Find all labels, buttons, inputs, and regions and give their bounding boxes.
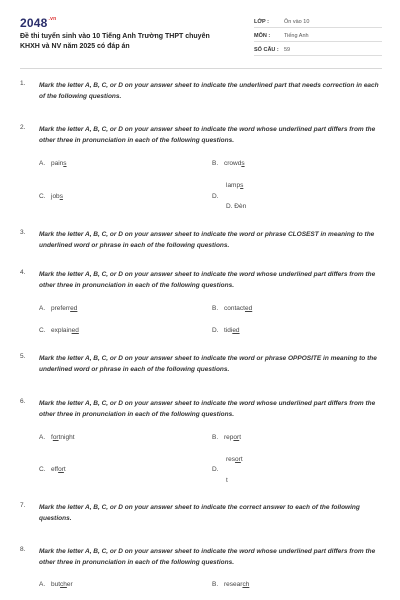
option-c[interactable] bbox=[39, 466, 66, 473]
site-logo[interactable] bbox=[20, 16, 56, 30]
option-word: but bbox=[51, 581, 61, 588]
question-text: Mark the letter A, B, C, or D on your answer sheet to indicate the word whose underlined part differs from the other three in pronunciation in each of the following questions. bbox=[39, 400, 376, 418]
option-d[interactable] bbox=[212, 193, 224, 200]
option-letter: D. bbox=[212, 327, 219, 334]
question-text: Mark the letter A, B, C, or D on your answer sheet to indicate the word whose underlined part differs from the other three in pronunciation in each of the following questions. bbox=[39, 126, 376, 144]
option-c[interactable] bbox=[39, 193, 63, 200]
option-word: pain bbox=[51, 160, 64, 167]
option-b[interactable] bbox=[212, 305, 252, 312]
question-number: 8. bbox=[20, 546, 26, 553]
option-word-tail: t bbox=[240, 456, 243, 463]
option-word: preferr bbox=[51, 305, 71, 312]
option-word-tail: t bbox=[63, 466, 66, 473]
question-number: 7. bbox=[20, 502, 26, 509]
option-letter: C. bbox=[39, 466, 46, 473]
option-d-word bbox=[226, 182, 243, 189]
option-word: contact bbox=[224, 305, 245, 312]
option-b[interactable] bbox=[212, 434, 241, 441]
question-text: Mark the letter A, B, C, or D on your answer sheet to indicate the correct answer to each of the following questions. bbox=[39, 504, 360, 522]
option-underlined: ch bbox=[60, 581, 67, 588]
meta-count-value: 59 bbox=[284, 47, 291, 53]
option-letter: B. bbox=[212, 581, 219, 588]
option-word-tail: er bbox=[66, 581, 73, 588]
option-underlined: ed bbox=[70, 305, 78, 312]
option-d[interactable] bbox=[212, 327, 240, 334]
option-a[interactable] bbox=[39, 434, 75, 441]
option-underlined: ed bbox=[71, 327, 79, 334]
option-letter: B. bbox=[212, 305, 219, 312]
option-word: tidi bbox=[224, 327, 233, 334]
option-d-extra bbox=[226, 203, 246, 210]
option-c[interactable] bbox=[39, 327, 79, 334]
option-a[interactable] bbox=[39, 160, 67, 167]
option-letter: D. bbox=[212, 193, 219, 200]
meta-subject-value: Tiếng Anh bbox=[284, 33, 309, 39]
option-a[interactable] bbox=[39, 581, 73, 588]
option-word: resear bbox=[224, 581, 243, 588]
option-word: job bbox=[51, 193, 60, 200]
document-header bbox=[20, 16, 382, 66]
logo-suffix: .vn bbox=[48, 16, 57, 22]
option-underlined: or bbox=[235, 456, 241, 463]
option-extra-text: D. Đèn bbox=[226, 203, 247, 210]
option-d[interactable] bbox=[212, 466, 224, 473]
title-line-2: KHXH và NV năm 2025 có đáp án bbox=[20, 43, 130, 50]
question-number: 3. bbox=[20, 229, 26, 236]
logo-text: 2048 bbox=[20, 16, 48, 30]
option-word: eff bbox=[51, 466, 59, 473]
meta-count-label: SỐ CÂU : bbox=[254, 47, 279, 53]
option-letter: C. bbox=[39, 327, 46, 334]
question-number: 2. bbox=[20, 124, 26, 131]
option-underlined: or bbox=[52, 434, 59, 441]
option-underlined: ed bbox=[232, 327, 240, 334]
option-letter: C. bbox=[39, 193, 46, 200]
header-divider bbox=[20, 68, 382, 69]
question-number: 1. bbox=[20, 80, 26, 87]
option-extra-text: t bbox=[226, 477, 228, 484]
option-letter: B. bbox=[212, 434, 219, 441]
document-title bbox=[20, 32, 250, 52]
option-word: explain bbox=[51, 327, 72, 334]
option-underlined: s bbox=[59, 193, 63, 200]
option-underlined: ch bbox=[242, 581, 250, 588]
option-word: f bbox=[51, 434, 53, 441]
option-word-tail: t bbox=[239, 434, 241, 441]
option-b[interactable] bbox=[212, 581, 249, 588]
option-b[interactable] bbox=[212, 160, 245, 167]
option-letter: D. bbox=[212, 466, 219, 473]
option-word: rep bbox=[224, 434, 234, 441]
question-text: Mark the letter A, B, C, or D on your answer sheet to indicate the word or phrase CLOSEST in meaning to the underlined word or phrase in each of the following questions. bbox=[39, 231, 375, 249]
option-underlined: s bbox=[241, 160, 245, 167]
question-text: Mark the letter A, B, C, or D on your answer sheet to indicate the word whose underlined part differs from the other three in pronunciation in each of the following questions. bbox=[39, 271, 376, 289]
title-line-1: Đề thi tuyển sinh vào 10 Tiếng Anh Trường THPT chuyên bbox=[20, 33, 210, 40]
option-word: res bbox=[226, 456, 236, 463]
option-d-word bbox=[226, 456, 243, 463]
option-underlined: or bbox=[58, 466, 64, 473]
option-d-extra bbox=[226, 477, 228, 484]
question-text: Mark the letter A, B, C, or D on your answer sheet to indicate the word whose underlined part differs from the other three in pronunciation in each of the following questions. bbox=[39, 548, 376, 566]
option-underlined: or bbox=[233, 434, 240, 441]
option-letter: B. bbox=[212, 160, 219, 167]
meta-subject-label: MÔN : bbox=[254, 33, 271, 39]
question-number: 6. bbox=[20, 398, 26, 405]
option-word: lamp bbox=[226, 182, 241, 189]
option-underlined: s bbox=[63, 160, 67, 167]
option-word: crowd bbox=[224, 160, 242, 167]
option-word-tail: tnight bbox=[58, 434, 75, 441]
meta-class bbox=[254, 16, 382, 28]
option-underlined: ed bbox=[244, 305, 253, 312]
option-letter: A. bbox=[39, 305, 46, 312]
option-underlined: s bbox=[240, 182, 244, 189]
meta-question-count bbox=[254, 44, 382, 56]
question-text: Mark the letter A, B, C, or D on your answer sheet to indicate the word or phrase OPPOSITE in meaning to the underlined word or phrase in each of the following questions. bbox=[39, 355, 377, 373]
meta-subject bbox=[254, 30, 382, 42]
question-number: 4. bbox=[20, 269, 26, 276]
meta-class-value: Ôn vào 10 bbox=[284, 19, 310, 25]
option-letter: A. bbox=[39, 434, 46, 441]
meta-panel bbox=[254, 16, 382, 58]
option-a[interactable] bbox=[39, 305, 77, 312]
meta-class-label: LỚP : bbox=[254, 19, 269, 25]
question-number: 5. bbox=[20, 353, 26, 360]
option-letter: A. bbox=[39, 581, 46, 588]
option-letter: A. bbox=[39, 160, 46, 167]
question-text: Mark the letter A, B, C, or D on your answer sheet to indicate the underlined part that needs correction in each of the following questions. bbox=[39, 82, 379, 100]
